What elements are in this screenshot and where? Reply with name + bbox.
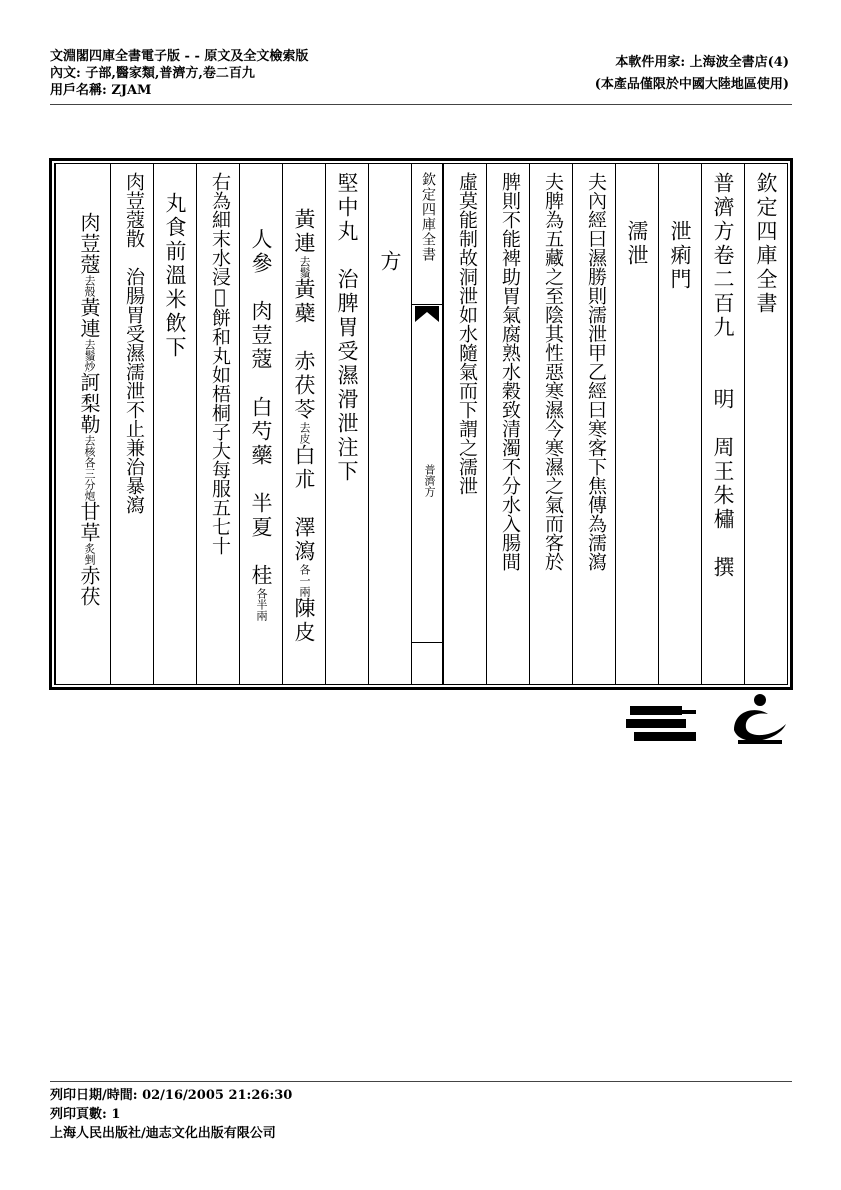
column-12: 人參 肉荳蔻 白芍藥 半夏 桂各半兩: [239, 164, 282, 684]
header-notice: (本產品僅限於中國大陸地區使用): [594, 77, 789, 92]
column-15: 肉荳蔻散 治腸胃受濕濡泄不止兼治暴瀉: [110, 164, 153, 684]
column-8: 虛莫能制故洞泄如水隨氣而下謂之濡泄: [443, 164, 486, 684]
column-9: 方: [368, 164, 411, 684]
text-frame-inner: [54, 163, 788, 685]
footer-divider: [50, 1081, 792, 1082]
text-frame: [49, 158, 793, 690]
header-left: [50, 48, 308, 99]
header-licensee: 本軟件用家: 上海波全書店(4): [615, 55, 789, 70]
header-content-path: 內文: 子部,醫家類,普濟方,卷二百九: [50, 66, 255, 81]
header-divider: [50, 104, 792, 105]
center-rule-top: [412, 304, 442, 305]
column-1: 欽定四庫全書: [744, 164, 787, 684]
footer: [50, 1086, 292, 1143]
column-14: 丸食前溫米飲下: [153, 164, 196, 684]
digital-heritage-logo-icon: [728, 690, 792, 748]
column-5: 夫內經曰濕勝則濡泄甲乙經曰寒客下焦傳為濡瀉: [572, 164, 615, 684]
column-6: 夫脾為五藏之至陰其性惡寒濕今寒濕之氣而客於: [529, 164, 572, 684]
column-2: 普濟方卷二百九 明 周王朱橚 撰: [701, 164, 744, 684]
fishtail-mark-icon: [415, 306, 439, 322]
column-13: 右為細末水浸𥺌餅和丸如梧桐子大每服五七十: [196, 164, 239, 684]
column-7: 脾則不能裨助胃氣腐熟水穀致清濁不分水入腸間: [486, 164, 529, 684]
center-rule-bottom: [412, 642, 442, 643]
header-right: [595, 52, 789, 96]
publisher-logo-icon: [626, 706, 698, 742]
column-16: 肉荳蔻去殼黃連去鬚炒訶梨勒去核各三分炮甘草炙剉赤茯: [55, 164, 110, 684]
center-book-name: 普濟方: [423, 464, 436, 497]
column-11: 黃連去鬚黃蘗 赤茯苓去皮白朮 澤瀉各一兩陳皮: [282, 164, 325, 684]
print-datetime: 列印日期/時間: 02/16/2005 21:26:30: [50, 1088, 293, 1103]
header-username: 用戶名稱: ZJAM: [50, 83, 152, 98]
center-title: 欽定四庫全書: [420, 172, 436, 262]
publisher: 上海人民出版社/迪志文化出版有限公司: [50, 1126, 276, 1141]
print-pages: 列印頁數: 1: [50, 1107, 121, 1122]
column-10: 堅中丸 治脾胃受濕滑泄注下: [325, 164, 368, 684]
column-3: 泄痢門: [658, 164, 701, 684]
center-fold: [411, 164, 443, 684]
header-title: 文淵閣四庫全書電子版 - - 原文及全文檢索版: [50, 49, 309, 64]
column-4: 濡泄: [615, 164, 658, 684]
